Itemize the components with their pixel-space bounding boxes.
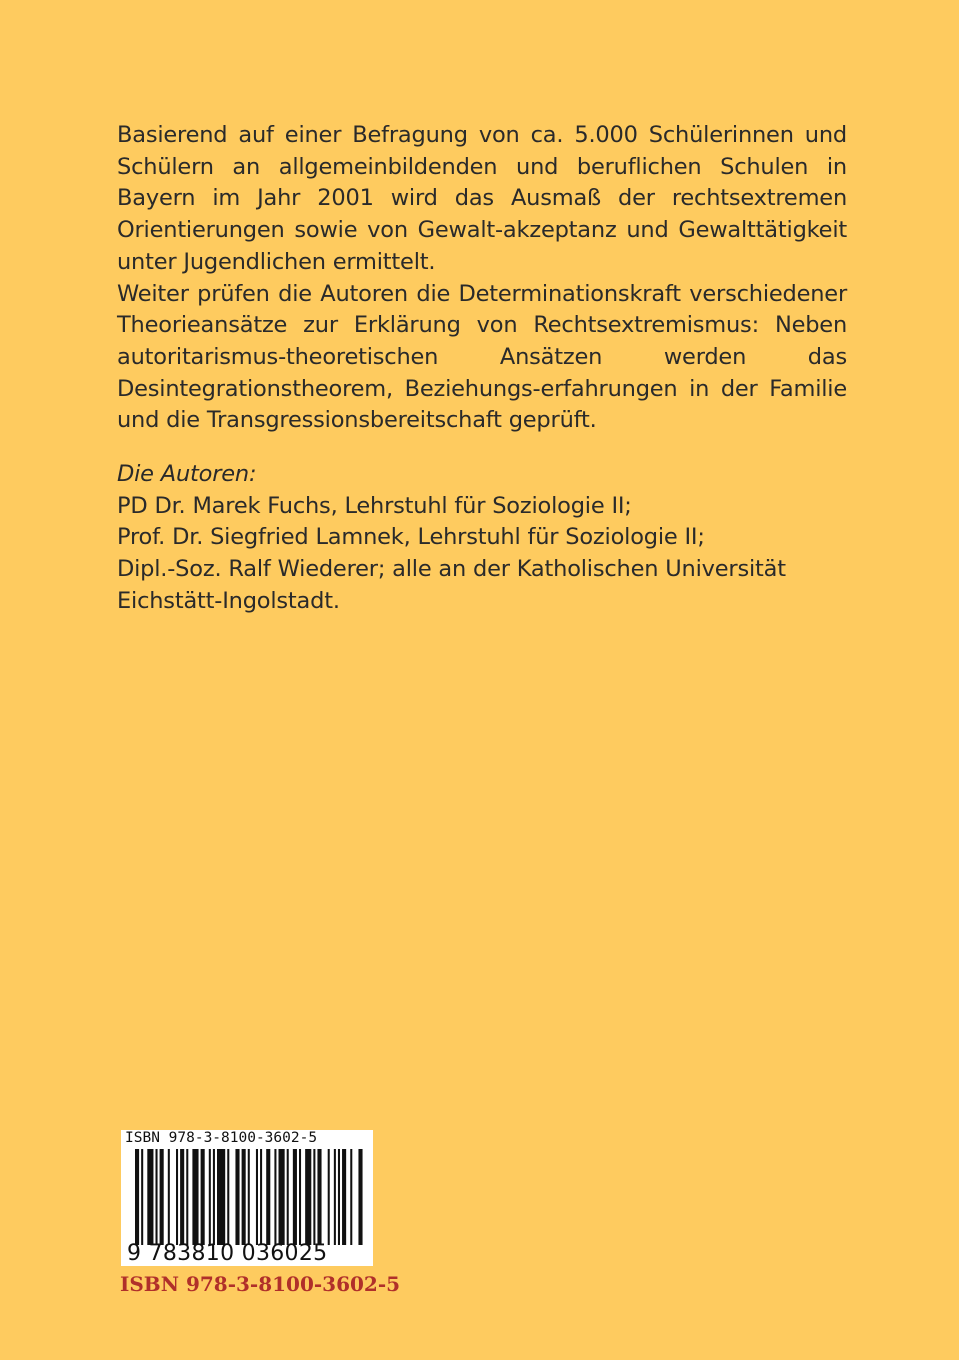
barcode-bar xyxy=(256,1149,258,1245)
barcode-bar xyxy=(168,1149,170,1245)
barcode-isbn-text: ISBN 978-3-8100-3602-5 xyxy=(125,1130,318,1146)
barcode-bar xyxy=(201,1149,205,1245)
barcode-bar xyxy=(274,1149,276,1245)
barcode-bar xyxy=(141,1149,143,1245)
barcode-bar xyxy=(299,1149,301,1245)
barcode-bar xyxy=(342,1149,346,1245)
barcode-bar xyxy=(180,1149,184,1245)
barcode-bar xyxy=(305,1149,311,1245)
barcode-bar xyxy=(266,1149,270,1245)
barcode-bar xyxy=(217,1149,225,1245)
author-line: PD Dr. Marek Fuchs, Lehrstuhl für Soziologie II; xyxy=(117,492,632,519)
authors-section xyxy=(117,459,847,618)
blurb-paragraph-1: Basierend auf einer Befragung von ca. 5.000 Schülerinnen und Schülern an allgemeinbildenden und beruflichen Schulen in Bayern im Jahr 2001 wird das Ausmaß der rechtsextremen Orientierungen sowie von Gewalt-akzeptanz und Gewalttätigkeit unter Jugendlichen ermittelt. xyxy=(117,122,847,275)
author-line: Dipl.-Soz. Ralf Wiederer; alle an der Katholischen Universität xyxy=(117,556,786,583)
barcode-bar xyxy=(328,1149,330,1245)
barcode-bar xyxy=(358,1149,362,1245)
author-line: Eichstätt-Ingolstadt. xyxy=(117,587,340,614)
barcode-bar xyxy=(260,1149,262,1245)
authors-heading: Die Autoren: xyxy=(117,461,257,488)
barcode-bar xyxy=(338,1149,340,1245)
barcode-bar xyxy=(186,1149,188,1245)
barcode-bar xyxy=(227,1149,229,1245)
barcode-bar xyxy=(235,1149,239,1245)
barcode-bar xyxy=(313,1149,315,1245)
blurb-text xyxy=(117,120,847,618)
barcode-bar xyxy=(248,1149,250,1245)
barcode-bar xyxy=(209,1149,211,1245)
barcode-bar xyxy=(213,1149,215,1245)
barcode-bar xyxy=(350,1149,352,1245)
barcode-bar xyxy=(242,1149,246,1245)
barcode-bar xyxy=(135,1149,139,1245)
barcode-bar xyxy=(176,1149,178,1245)
author-line: Prof. Dr. Siegfried Lamnek, Lehrstuhl für Soziologie II; xyxy=(117,524,705,551)
barcode-bar xyxy=(293,1149,297,1245)
barcode-bar xyxy=(279,1149,285,1245)
barcode-bar xyxy=(160,1149,164,1245)
barcode-digits: 9 783810 036025 xyxy=(127,1241,328,1266)
barcode-bar xyxy=(192,1149,198,1245)
barcode-bar xyxy=(156,1149,158,1245)
barcode-bars xyxy=(121,1149,373,1245)
isbn-barcode xyxy=(121,1130,373,1266)
isbn-label: ISBN 978-3-8100-3602-5 xyxy=(120,1272,401,1296)
barcode-bar xyxy=(147,1149,153,1245)
blurb-paragraph-2: Weiter prüfen die Autoren die Determinationskraft verschiedener Theorieansätze zur Erklärung von Rechtsextremismus: Neben autoritarismus-theoretischen Ansätzen werden das Desintegrationstheorem, Beziehungs-erfahrungen in der Familie und die Transgressionsbereitschaft geprüft. xyxy=(117,280,847,434)
barcode-bar xyxy=(317,1149,321,1245)
barcode-bar xyxy=(334,1149,336,1245)
barcode-bar xyxy=(287,1149,289,1245)
